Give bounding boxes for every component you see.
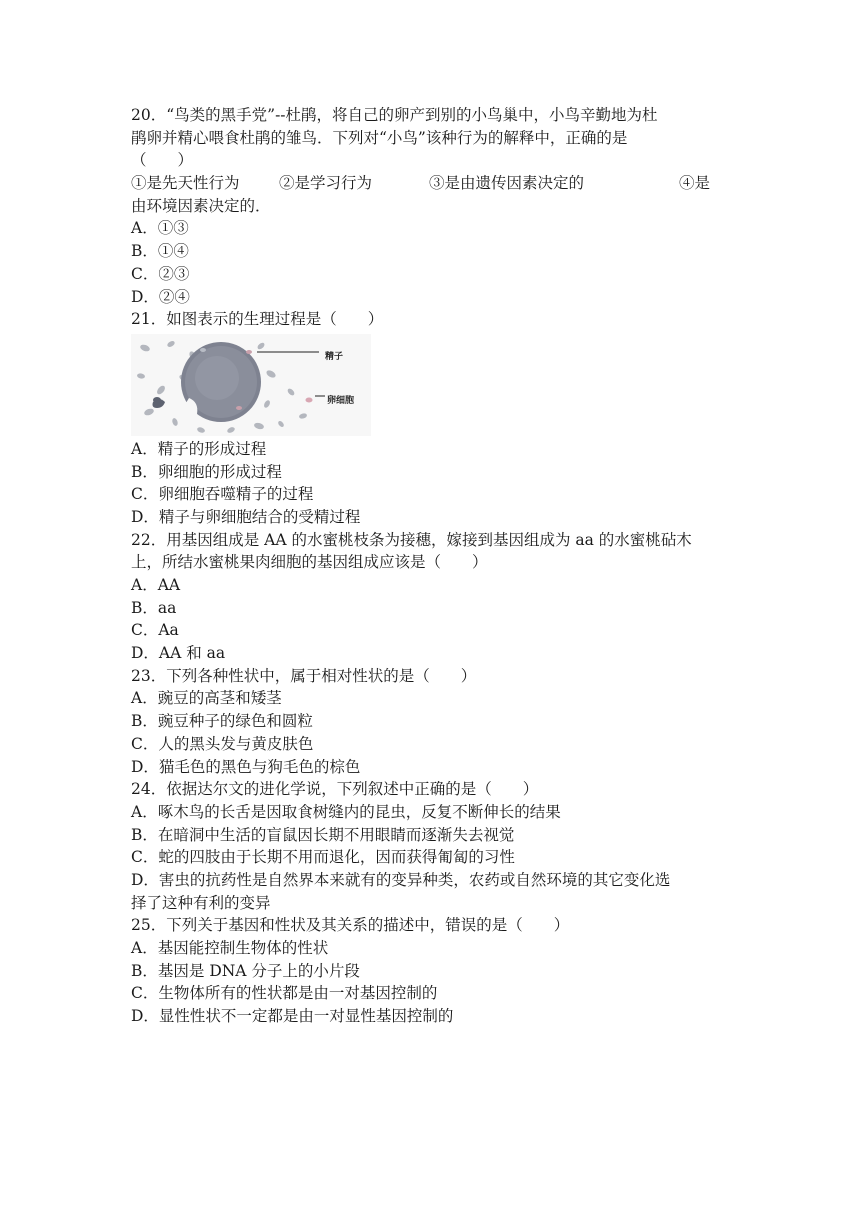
q23-stem: 23．下列各种性状中，属于相对性状的是（ ） bbox=[131, 666, 477, 685]
q21-option-b[interactable]: B．卵细胞的形成过程 bbox=[131, 462, 282, 481]
q24-option-b[interactable]: B．在暗洞中生活的盲鼠因长期不用眼睛而逐渐失去视觉 bbox=[131, 825, 515, 844]
q24-option-d-line-1[interactable]: D．害虫的抗药性是自然界本来就有的变异种类，农药或自然环境的其它变化选 bbox=[131, 870, 671, 889]
q22-stem-line-2: 上，所结水蜜桃果肉细胞的基因组成应该是（ ） bbox=[131, 553, 488, 572]
q21-option-d[interactable]: D．精子与卵细胞结合的受精过程 bbox=[131, 507, 361, 526]
q23-option-c[interactable]: C．人的黑头发与黄皮肤色 bbox=[131, 734, 314, 753]
exam-page bbox=[131, 104, 731, 1028]
q25-option-b[interactable]: B．基因是 DNA 分子上的小片段 bbox=[131, 961, 360, 980]
q22-option-a[interactable]: A．AA bbox=[131, 576, 181, 594]
question-23 bbox=[131, 665, 731, 778]
q25-option-c[interactable]: C．生物体所有的性状都是由一对基因控制的 bbox=[131, 984, 438, 1003]
question-21 bbox=[131, 308, 731, 528]
question-24 bbox=[131, 778, 731, 914]
q21-option-c[interactable]: C．卵细胞吞噬精子的过程 bbox=[131, 485, 314, 504]
q22-option-b[interactable]: B．aa bbox=[131, 598, 177, 617]
q24-option-a[interactable]: A．啄木鸟的长舌是因取食树缝内的昆虫，反复不断伸长的结果 bbox=[131, 802, 561, 821]
q22-stem-line-1: 22．用基因组成是 AA 的水蜜桃枝条为接穗，嫁接到基因组成为 aa 的水蜜桃砧木 bbox=[131, 530, 692, 549]
q25-option-a[interactable]: A．基因能控制生物体的性状 bbox=[131, 939, 329, 957]
fertilization-figure bbox=[131, 334, 371, 436]
q25-stem: 25．下列关于基因和性状及其关系的描述中，错误的是（ ） bbox=[131, 916, 570, 935]
question-20 bbox=[131, 104, 731, 308]
q20-option-a[interactable]: A．①③ bbox=[131, 219, 189, 238]
q25-option-d[interactable]: D．显性性状不一定都是由一对显性基因控制的 bbox=[131, 1007, 454, 1026]
q21-stem: 21．如图表示的生理过程是（ ） bbox=[131, 310, 384, 329]
q23-option-b[interactable]: B．豌豆种子的绿色和圆粒 bbox=[131, 712, 313, 731]
q20-statement-2: ②是学习行为 bbox=[279, 174, 373, 193]
q22-option-d[interactable]: D．AA 和 aa bbox=[131, 644, 226, 663]
q20-stem-line-3: （ ） bbox=[131, 151, 194, 170]
q21-option-a[interactable]: A．精子的形成过程 bbox=[131, 439, 267, 458]
q20-statement-1: ①是先天性行为 bbox=[131, 174, 240, 193]
question-25 bbox=[131, 914, 731, 1027]
q20-stem-line-1: 20．“鸟类的黑手党”--杜鹃，将自己的卵产到别的小鸟巢中，小鸟辛勤地为杜 bbox=[131, 106, 658, 124]
q24-option-d-line-2[interactable]: 择了这种有利的变异 bbox=[131, 893, 271, 912]
q20-stem-line-2: 鹃卵并精心喂食杜鹃的雏鸟．下列对“小鸟”该种行为的解释中，正确的是 bbox=[131, 128, 628, 147]
question-22 bbox=[131, 529, 731, 665]
q20-statement-4-start: ④是 bbox=[679, 174, 711, 193]
q22-option-c[interactable]: C．Aa bbox=[131, 621, 179, 640]
q20-statement-3: ③是由遗传因素决定的 bbox=[429, 174, 585, 193]
q20-option-d[interactable]: D．②④ bbox=[131, 287, 190, 306]
q23-option-d[interactable]: D．猫毛色的黑色与狗毛色的棕色 bbox=[131, 757, 361, 776]
q24-option-c[interactable]: C．蛇的四肢由于长期不用而退化，因而获得匍匐的习性 bbox=[131, 848, 515, 867]
egg-cell-label: 卵细胞 bbox=[327, 395, 355, 406]
q20-statement-4-end: 由环境因素决定的． bbox=[131, 196, 271, 215]
q20-option-c[interactable]: C．②③ bbox=[131, 264, 190, 283]
q24-stem: 24．依据达尔文的进化学说，下列叙述中正确的是（ ） bbox=[131, 780, 539, 799]
q20-option-b[interactable]: B．①④ bbox=[131, 242, 189, 261]
q20-statements bbox=[131, 172, 731, 195]
sperm-label: 精子 bbox=[325, 351, 344, 362]
q23-option-a[interactable]: A．豌豆的高茎和矮茎 bbox=[131, 689, 282, 708]
